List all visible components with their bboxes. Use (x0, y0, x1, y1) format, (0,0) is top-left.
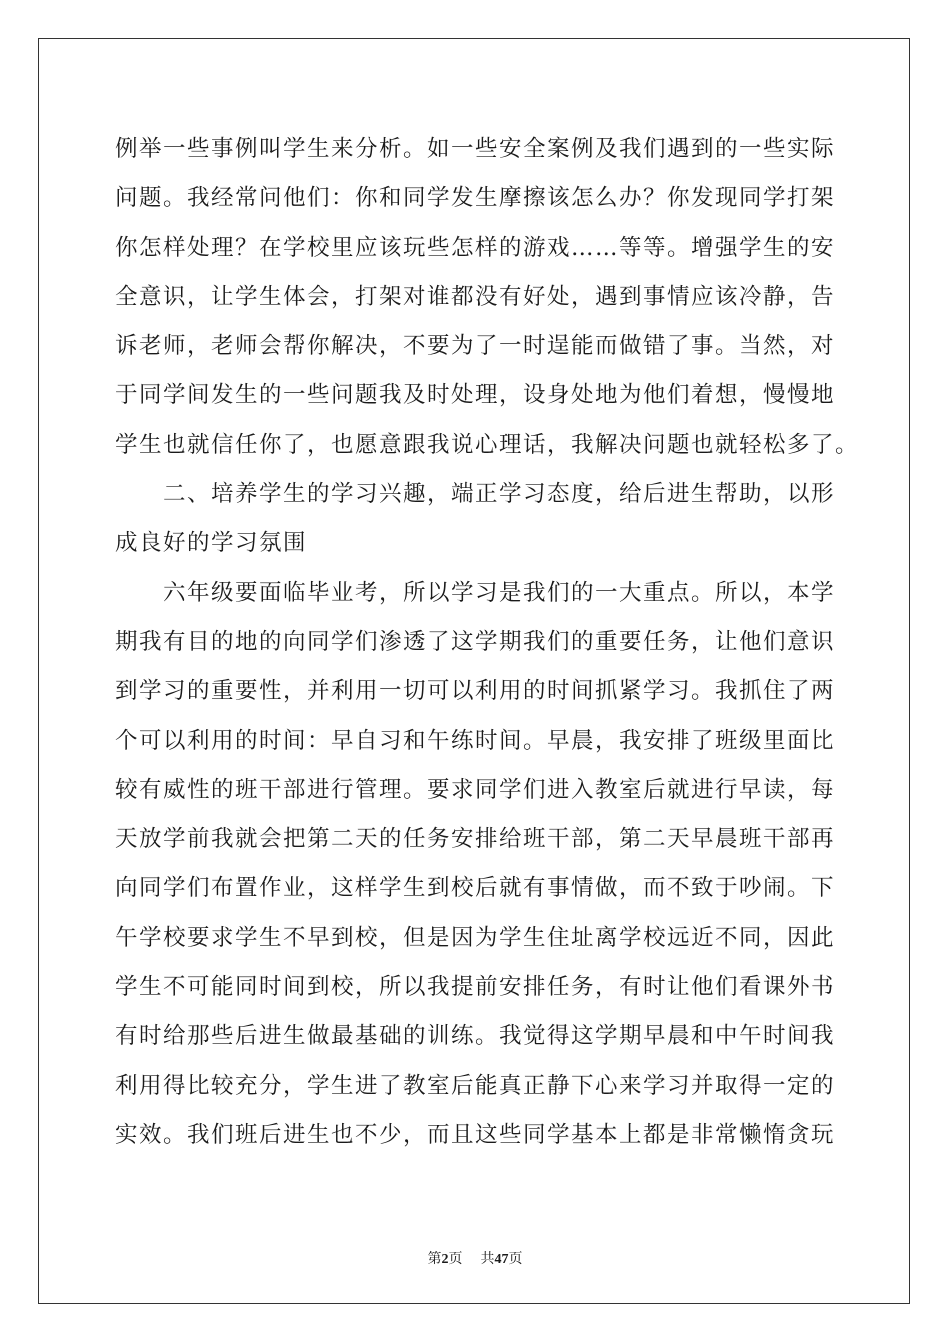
text-line: 实效。我们班后进生也不少，而且这些同学基本上都是非常懒惰贪玩 (115, 1121, 836, 1148)
text-line: 利用得比较充分，学生进了教室后能真正静下心来学习并取得一定的 (115, 1072, 836, 1099)
text-line: 向同学们布置作业，这样学生到校后就有事情做，而不致于吵闹。下 (115, 875, 836, 902)
page-suffix: 页 (448, 1251, 463, 1267)
text-line: 全意识，让学生体会，打架对谁都没有好处，遇到事情应该冷静，告 (115, 283, 836, 310)
text-line: 有时给那些后进生做最基础的训练。我觉得这学期早晨和中午时间我 (115, 1023, 836, 1050)
text-line: 午学校要求学生不早到校，但是因为学生住址离学校远近不同，因此 (115, 924, 836, 951)
section-heading-line: 二、培养学生的学习兴趣，端正学习态度，给后进生帮助，以形 (163, 481, 836, 508)
text-line: 天放学前我就会把第二天的任务安排给班干部，第二天早晨班干部再 (115, 826, 836, 853)
text-line: 学生不可能同时间到校，所以我提前安排任务，有时让他们看课外书 (115, 974, 836, 1001)
text-line: 例举一些事例叫学生来分析。如一些安全案例及我们遇到的一些实际 (115, 136, 836, 162)
text-line: 较有威性的班干部进行管理。要求同学们进入教室后就进行早读，每 (115, 776, 836, 803)
text-line: 六年级要面临毕业考，所以学习是我们的一大重点。所以，本学 (163, 579, 836, 606)
page-prefix: 第 (427, 1251, 442, 1267)
text-line: 到学习的重要性，并利用一切可以利用的时间抓紧学习。我抓住了两 (115, 678, 836, 705)
total-suffix: 页 (508, 1251, 523, 1267)
page-number: 2 (441, 1252, 449, 1267)
text-line: 个可以利用的时间：早自习和午练时间。早晨，我安排了班级里面比 (115, 727, 836, 754)
text-line: 问题。我经常问他们：你和同学发生摩擦该怎么办？你发现同学打架 (115, 185, 836, 212)
document-body (115, 125, 860, 1160)
text-line: 学生也就信任你了，也愿意跟我说心理话，我解决问题也就轻松多了。 (115, 431, 860, 458)
page-footer (0, 1248, 950, 1268)
text-line: 于同学间发生的一些问题我及时处理，设身处地为他们着想，慢慢地 (115, 382, 836, 409)
text-line: 诉老师，老师会帮你解决，不要为了一时逞能而做错了事。当然，对 (115, 333, 836, 360)
text-line: 期我有目的地的向同学们渗透了这学期我们的重要任务，让他们意识 (115, 628, 836, 655)
total-pages: 47 (494, 1252, 509, 1267)
total-prefix: 共 (480, 1251, 495, 1267)
text-line: 你怎样处理？在学校里应该玩些怎样的游戏……等等。增强学生的安 (115, 234, 836, 261)
section-heading-line: 成良好的学习氛围 (115, 530, 308, 557)
